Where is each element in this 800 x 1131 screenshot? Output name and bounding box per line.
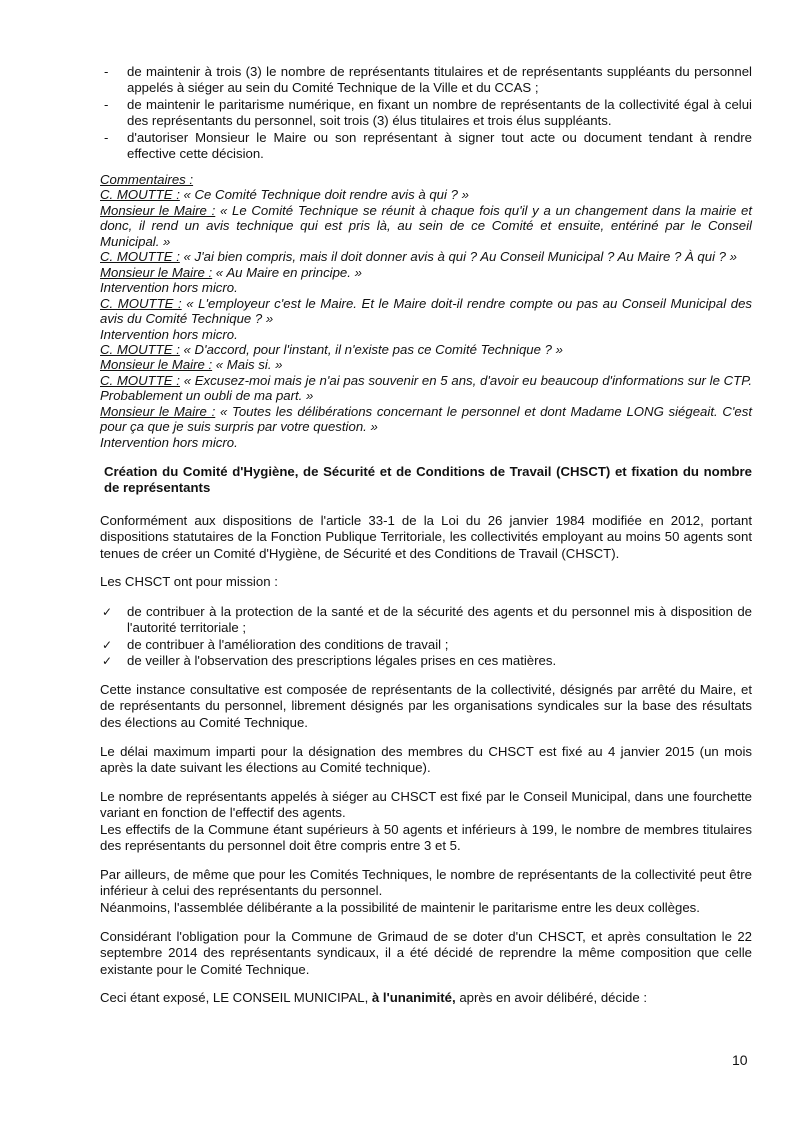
comment-text: « D'accord, pour l'instant, il n'existe pas ce Comité Technique ? » (179, 341, 563, 357)
list-item (100, 604, 752, 637)
comment-entry (100, 265, 752, 280)
comment-entry (100, 373, 752, 404)
paragraph-grimaud: Considérant l'obligation pour la Commune de Grimaud de se doter d'un CHSCT, et après consultation le 22 septembre 2014 des représentants syndicaux, il a été décidé de reprendre la même composition que celle existante pour le Comité Technique. (100, 929, 752, 977)
paragraph-line: Néanmoins, l'assemblée délibérante a la possibilité de maintenir le paritarisme entre les deux collèges. (100, 899, 700, 915)
dash-bullet: - (104, 96, 109, 112)
decision-list (100, 64, 752, 162)
paragraph-representatives (100, 789, 752, 855)
comment-text: « Le Comité Technique se réunit à chaque fois qu'il y a un changement dans la mairie et donc, il rend un avis technique qui est pris là, au sein de ce Comité et ensuite, entériné par le Conseil Municipal. » (100, 202, 753, 249)
comment-speaker: C. MOUTTE : (100, 187, 180, 203)
list-item-text: de contribuer à la protection de la santé et de la sécurité des agents et du personnel mis à disposition de l'autorité territoriale ; (127, 604, 752, 636)
comment-text: « Toutes les délibérations concernant le personnel et dont Madame LONG siégeait. C'est pour ça que je suis surpris par votre question. » (100, 403, 752, 435)
paragraph-deadline: Le délai maximum imparti pour la désignation des membres du CHSCT est fixé au 4 janvier 2015 (un mois après la date suivant les élections au Comité technique). (100, 744, 752, 776)
comment-entry (100, 296, 752, 327)
list-item (100, 653, 752, 669)
paragraph-line: Le nombre de représentants appelés à siéger au CHSCT est fixé par le Conseil Municipal, dans une fourchette variant en fonction de l'effectif des agents. (100, 789, 752, 821)
decision-text: Ceci étant exposé, LE CONSEIL MUNICIPAL, (100, 990, 372, 1005)
paragraph-mission-intro: Les CHSCT ont pour mission : (100, 574, 278, 589)
list-item-text: d'autoriser Monsieur le Maire ou son représentant à signer tout acte ou document tendant à rendre effective cette décision. (127, 129, 752, 162)
decision-text: après en avoir délibéré, décide : (455, 990, 648, 1005)
decision-emphasis: à l'unanimité, (371, 990, 456, 1005)
comment-speaker: C. MOUTTE : (100, 341, 180, 357)
paragraph-line: Par ailleurs, de même que pour les Comités Techniques, le nombre de représentants de la collectivité peut être inférieur à celui des représentants du personnel. (100, 867, 752, 899)
paragraph-line: Les effectifs de la Commune étant supérieurs à 50 agents et inférieurs à 199, le nombre de membres titulaires des représentants du personnel doit être compris entre 3 et 5. (100, 821, 752, 854)
checkmark-icon: ✓ (102, 637, 113, 652)
list-item-text: de maintenir le paritarisme numérique, en fixant un nombre de représentants de la collectivité égal à celui des représentants du personnel, soit trois (3) élus titulaires et trois élus suppléants. (127, 96, 752, 129)
comment-text: « J'ai bien compris, mais il doit donner avis à qui ? Au Conseil Municipal ? Au Maire ? À qui ? » (179, 249, 738, 265)
comment-text: Intervention hors micro. (100, 326, 238, 342)
comment-speaker: Monsieur le Maire : (100, 357, 213, 373)
comment-entry (100, 203, 752, 249)
checkmark-icon: ✓ (102, 605, 113, 619)
comment-entry (100, 249, 752, 264)
comment-speaker: Monsieur le Maire : (100, 202, 216, 218)
comments-heading: Commentaires : (100, 172, 194, 187)
comment-speaker: Monsieur le Maire : (100, 403, 216, 419)
comment-text: « Au Maire en principe. » (212, 264, 362, 280)
comment-speaker: C. MOUTTE : (100, 295, 182, 311)
list-item (100, 97, 752, 130)
comments-block (100, 172, 752, 450)
list-item-text: de maintenir à trois (3) le nombre de représentants titulaires et de représentants suppléants du personnel appelés à siéger au sein du Comité Technique de la Ville et du CCAS ; (127, 64, 752, 96)
comment-entry (100, 404, 752, 435)
paragraph-legal-basis: Conformément aux dispositions de l'article 33-1 de la Loi du 26 janvier 1984 modifiée en 2012, portant dispositions statutaires de la Fonction Publique Territoriale, les collectivités employant au moins 50 agents sont tenues de créer un Comité d'Hygiène, de Sécurité et des Conditions de Travail (CHSCT). (100, 513, 752, 561)
list-item (100, 637, 752, 653)
comment-text: « Excusez-moi mais je n'ai pas souvenir en 5 ans, d'avoir eu beaucoup d'informations sur le CTP. Probablement un oubli de ma part. » (100, 372, 752, 404)
paragraph-composition: Cette instance consultative est composée de représentants de la collectivité, désignés par arrêté du Maire, et de représentants du personnel, librement désignés par les organisations syndicales sur la base des résultats des élections au Comité Technique. (100, 682, 752, 730)
comment-speaker: C. MOUTTE : (100, 249, 180, 265)
mission-list (100, 604, 752, 670)
comment-entry (100, 357, 752, 372)
dash-bullet: - (104, 64, 109, 79)
checkmark-icon: ✓ (102, 654, 113, 669)
comment-text: « Ce Comité Technique doit rendre avis à qui ? » (179, 187, 469, 203)
dash-bullet: - (104, 129, 109, 145)
comment-entry (100, 187, 752, 202)
comment-speaker: C. MOUTTE : (100, 372, 180, 388)
comment-text: « Mais si. » (212, 357, 283, 373)
section-title: Création du Comité d'Hygiène, de Sécurité et de Conditions de Travail (CHSCT) et fixation du nombre de représentants (104, 464, 752, 496)
comment-speaker: Monsieur le Maire : (100, 264, 213, 280)
list-item (100, 64, 752, 97)
comment-entry (100, 280, 752, 295)
comment-entry (100, 342, 752, 357)
comment-text: « L'employeur c'est le Maire. Et le Maire doit-il rendre compte ou pas au Conseil Municipal des avis du Comité Technique ? » (100, 295, 752, 327)
list-item-text: de contribuer à l'amélioration des conditions de travail ; (127, 636, 449, 652)
page-number: 10 (732, 1052, 748, 1068)
list-item-text: de veiller à l'observation des prescriptions légales prises en ces matières. (127, 653, 557, 669)
paragraph-parity (100, 867, 752, 916)
list-item (100, 130, 752, 163)
paragraph-decision (100, 990, 752, 1006)
comment-text: Intervention hors micro. (100, 434, 238, 450)
comment-text: Intervention hors micro. (100, 280, 238, 296)
comment-entry (100, 327, 752, 342)
comment-entry (100, 435, 752, 450)
